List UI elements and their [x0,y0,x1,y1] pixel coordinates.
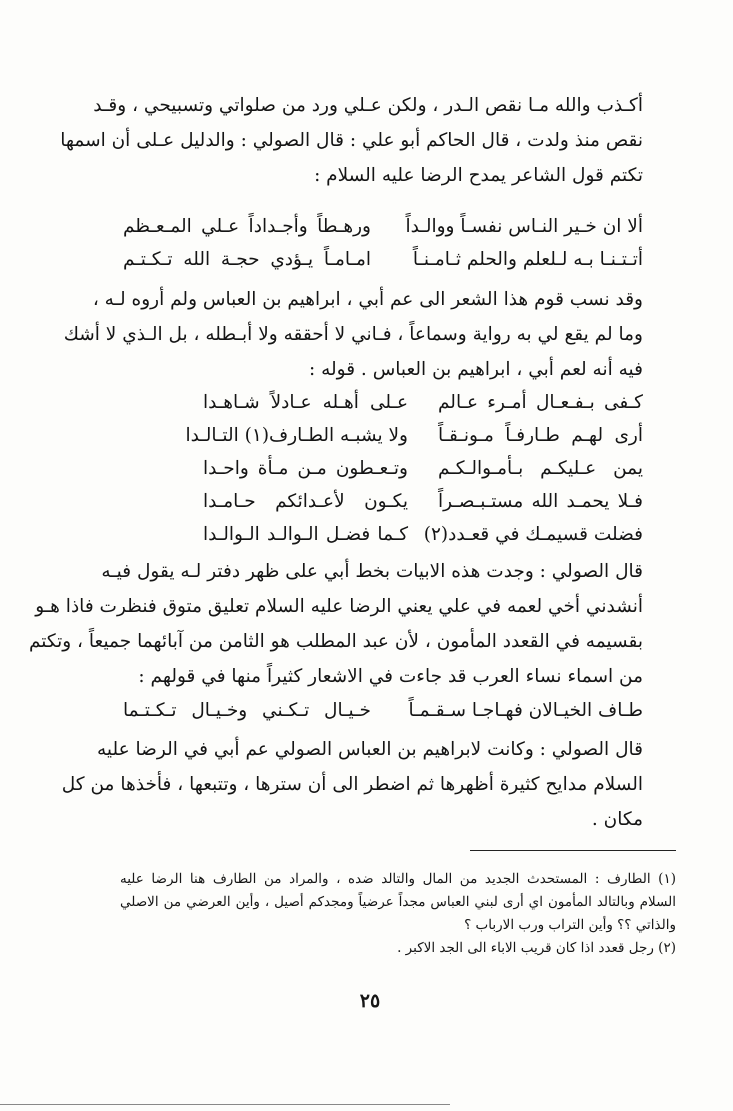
verse-first-hemistich: طـاف الخيـالان فهـاجـا سـقـمـاً [408,700,643,721]
verse-second-hemistich: ورهـطاً وأجـداداً عـلي المـعـظم [123,216,371,237]
verse-second-hemistich: ولا يشبـه الطـارف(١) التـالـدا [185,425,408,446]
text-line: نقص منذ ولدت ، قال الحاكم أبو علي : قال الصولي : والدليل عـلى أن اسمها [60,130,643,151]
verse-first-hemistich: فضلت قسيمـك في قعـدد(٢) [423,524,643,545]
text-line: أكـذب والله مـا نقص الـدر ، ولكن عـلي ورد من صلواتي وتسبيحي ، وقـد [93,95,643,116]
text-line: أنشدني أخي لعمه في علي يعني الرضا عليه السلام تعليق متوق فنظرت فاذا هـو [35,596,643,617]
footnote-line: (١) الطارف : المستحدث الجديد من المال والتالد ضده ، والمراد من الطارف هنا الرضا عليه [120,871,676,887]
footnote-divider [470,850,676,851]
text-line: وقد نسب قوم هذا الشعر الى عم أبي ، ابراهيم بن العباس ولم أروه لـه ، [92,289,643,310]
poem-2-verse-3 [203,452,643,485]
footnote-line: السلام وبالتالد المأمون اي أرى لبني العباس مجداً عرضياً ومجدكم أصيل ، وأين العرضي من الاصلي [120,894,676,910]
verse-first-hemistich: فـلا يحمـد الله مستـبـصـراً [438,491,643,512]
text-line: من اسماء نساء العرب قد جاءت في الاشعار كثيراً منها في قولهم : [138,666,643,687]
paragraph-1 [60,88,643,193]
poem-2-verse-5 [203,518,643,551]
verse-second-hemistich: كـما فضـل الـوالـد الـوالـدا [203,524,408,545]
footnote-line: والذاتي ؟؟ وأين التراب ورب الارباب ؟ [464,917,676,933]
poem-1-verse-1 [123,210,643,243]
verse-first-hemistich: أتـتـنـا بـه لـلعلم والحلم ثـامـنـاً [412,249,643,270]
poem-3-verse-1 [123,694,643,727]
text-line: تكتم قول الشاعر يمدح الرضا عليه السلام : [314,165,643,186]
footnotes [120,868,676,960]
text-line: فيه أنه لعم أبي ، ابراهيم بن العباس . قوله : [308,359,643,380]
verse-first-hemistich: يمن عـليكـم بـأمـوالـكـم [438,458,643,479]
paragraph-2 [63,282,643,387]
verse-second-hemistich: وتـعـطون مـن مـأة واحـدا [203,458,408,479]
paragraph-3 [28,554,643,694]
text-line: وما لم يقع لي به رواية وسماعاً ، فـاني لا أحققه ولا أبـطله ، بل الـذي لا أشك [63,324,643,345]
footnote-line: (٢) رجل قعدد اذا كان قريب الاباء الى الجد الاكبر . [397,940,676,956]
text-line: السلام مدايح كثيرة أظهرها ثم اضطر الى أن سترها ، وتتبعها ، فأخذها من كل [61,774,643,795]
paragraph-4 [61,732,643,837]
text-line: قال الصولي : وجدت هذه الابيات بخط أبي على ظهر دفتر لـه يقول فيـه [101,561,643,582]
text-line: بقسيمه في القعدد المأمون ، لأن عبد المطلب هو الثامن من آبائهما جميعاً ، وتكتم [28,631,643,652]
verse-second-hemistich: خـيـال تـكـني وخـيـال تـكـتـما [123,700,371,721]
text-line: قال الصولي : وكانت لابراهيم بن العباس الصولي عم أبي في الرضا عليه [96,739,643,760]
verse-second-hemistich: يكـون لأعـدائكم حـامـدا [203,491,408,512]
scan-edge-line [0,1104,450,1105]
verse-first-hemistich: أرى لهـم طـارفـاً مـونـقـاً [438,425,643,446]
verse-first-hemistich: كـفى بـفـعـال أمـرء عـالم [438,392,643,413]
verse-first-hemistich: ألا ان خـير النـاس نفسـاً ووالـداً [405,216,643,237]
poem-2-verse-1 [203,386,643,419]
text-line: مكان . [591,809,643,830]
poem-2-verse-4 [203,485,643,518]
verse-second-hemistich: امـامـاً يـؤدي حجـة الله تـكـتـم [123,249,371,270]
page-number: ٢٥ [359,990,381,1012]
poem-2-verse-2 [185,419,643,452]
verse-second-hemistich: عـلى أهـله عـادلاً شـاهـدا [203,392,408,413]
poem-1-verse-2 [123,243,643,276]
